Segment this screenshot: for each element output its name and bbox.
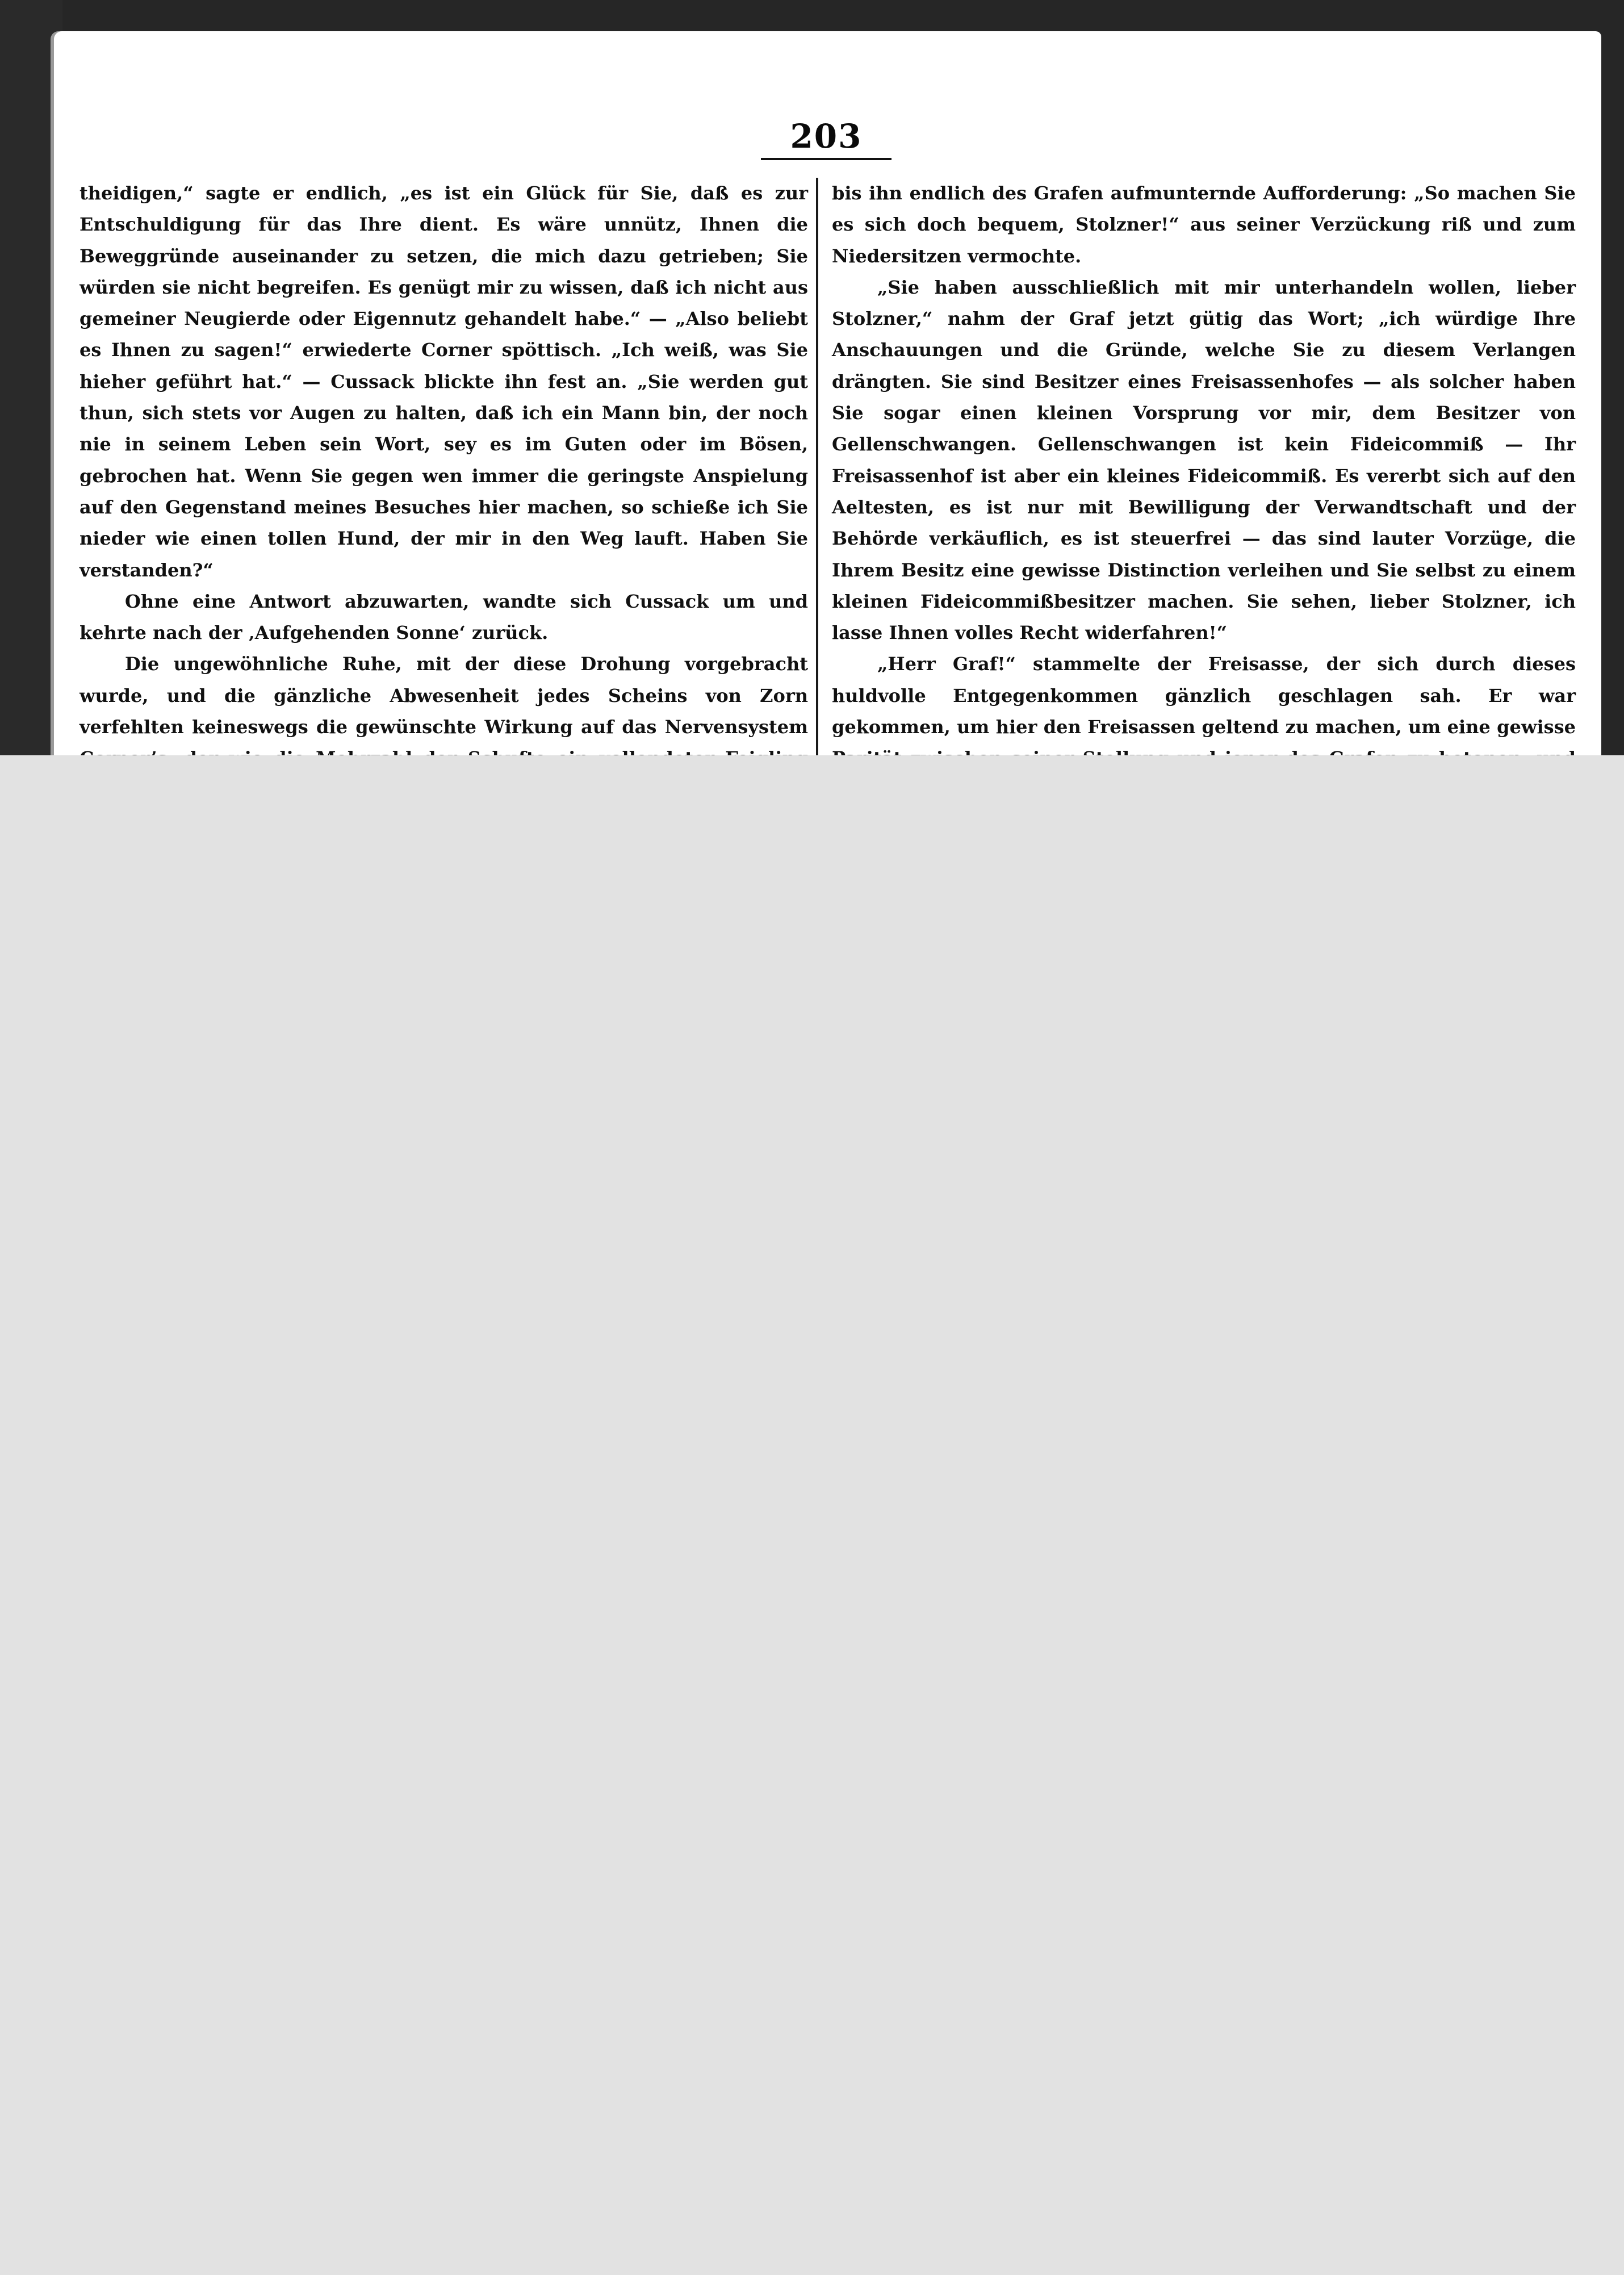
page-number-rule [761, 158, 891, 160]
empty-scan-area [0, 755, 1624, 2275]
left-paragraph-2: Ohne eine Antwort abzuwarten, wandte sich Cussack um und kehrte nach der ‚Aufgehenden Sonne‘ zurück. [79, 590, 808, 644]
column-divider [816, 178, 818, 802]
left-column [79, 178, 808, 768]
book-page [54, 31, 1601, 755]
left-paragraph-1: theidigen,“ sagte er endlich, „es ist ein Glück für Sie, daß es zur Entschuldigung für das Ihre dient. Es wäre unnütz, Ihnen die Beweggründe auseinander zu setzen, die mich dazu getrieben; Sie würden sie nicht begreifen. Es genügt mir zu wissen, daß ich nicht aus gemeiner Neugierde oder Eigennutz gehandelt habe.“ — „Also beliebt es Ihnen zu sagen!“ erwiederte Corner spöttisch. „Ich weiß, was Sie hieher geführt hat.“ — Cussack blickte ihn fest an. „Sie werden gut thun, sich stets vor Augen zu halten, daß ich ein Mann bin, der noch nie in seinem Leben sein Wort, sey es im Guten oder im Bösen, gebrochen hat. Wenn Sie gegen wen immer die geringste Anspielung auf den Gegenstand meines Besuches hier machen, so schieße ich Sie nieder wie einen tollen Hund, der mir in den Weg lauft. Haben Sie verstanden?“ [79, 182, 808, 581]
right-paragraph-1: bis ihn endlich des Grafen aufmunternde Aufforderung: „So machen Sie es sich doch bequem, Stolzner!“ aus seiner Verzückung riß und zum Niedersitzen vermochte. [832, 182, 1576, 267]
page-number: 203 [790, 117, 863, 156]
right-paragraph-3: „Herr Graf!“ stammelte der Freisasse, der sich durch dieses huldvolle Entgegenkommen gänzlich geschlagen sah. Er war gekommen, um hier den Freisassen geltend zu machen, um eine gewisse [832, 653, 1576, 738]
right-column [832, 178, 1576, 768]
right-paragraph-2: „Sie haben ausschließlich mit mir unterhandeln wollen, lieber Stolzner,“ nahm der Graf jetzt gütig das Wort; „ich würdige Ihre Anschauungen und die Gründe, welche Sie zu diesem Verlangen drängten. Sie sind Besitzer eines Freisassenhofes — als solcher haben Sie sogar einen kleinen Vorsprung vor mir, dem Besitzer von Gellenschwangen. Gellenschwangen ist kein Fideicommiß — Ihr Freisassenhof ist aber ein kleines Fideicommiß. Es vererbt sich auf den Aeltesten, es ist nur mit Bewilligung der Verwandtschaft und der Behörde verkäuflich, es ist steuerfrei — das sind lauter Vorzüge, die Ihrem Besitz eine gewisse Distinction verleihen und Sie selbst zu einem kleinen Fideicommißbesitzer machen. Sie sehen, lieber Stolzner, ich lasse Ihnen volles Recht widerfahren!“ [832, 276, 1576, 644]
scanner-border-right [1598, 0, 1624, 755]
scanner-border-left [0, 0, 62, 755]
left-paragraph-3: Die ungewöhnliche Ruhe, mit der diese Drohung vorgebracht wurde, und die gänzliche Abwesenheit jedes Scheins von Zorn verfehlten keineswegs die gewünschte Wirkung auf das Nervensystem [79, 653, 808, 738]
